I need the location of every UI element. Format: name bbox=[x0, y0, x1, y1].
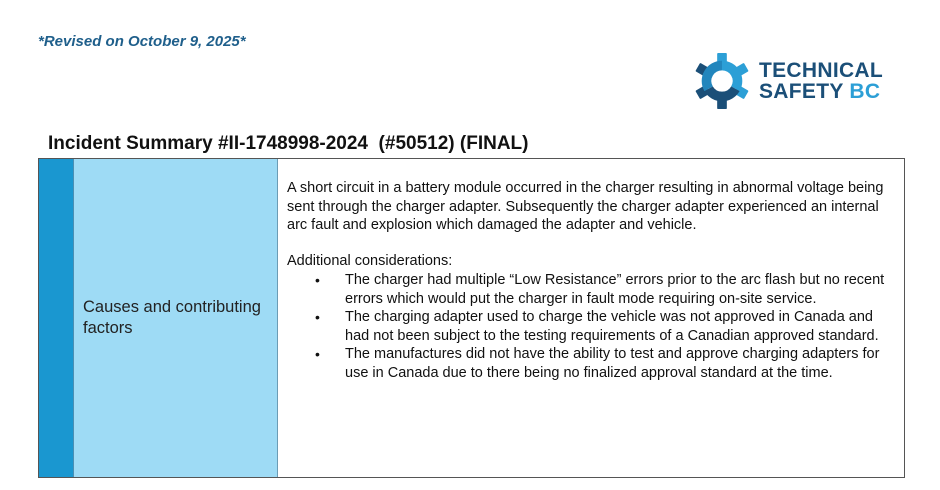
bullet-text: The charging adapter used to charge the vehicle was not approved in Canada and had not been subject to the testing requirements of a Canadian approved standard. bbox=[345, 309, 879, 344]
table-accent-strip bbox=[39, 159, 74, 477]
bullet-icon: • bbox=[315, 272, 320, 288]
logo-word-safety: SAFETY bbox=[759, 80, 850, 103]
list-item bbox=[287, 345, 894, 382]
bullet-icon: • bbox=[315, 309, 320, 325]
row-label: Causes and contributing factors bbox=[83, 298, 261, 337]
revised-note: *Revised on October 9, 2025* bbox=[38, 33, 246, 50]
list-item bbox=[287, 308, 894, 345]
bullet-text: The charger had multiple “Low Resistance” errors prior to the arc flash but no recent errors which would put the charger in fault mode requiring on-site service. bbox=[345, 272, 885, 307]
technical-safety-bc-logo bbox=[693, 52, 883, 110]
incident-table bbox=[38, 158, 905, 478]
logo-word-bc: BC bbox=[849, 80, 881, 103]
list-item bbox=[287, 271, 894, 308]
incident-summary-title: Incident Summary #II-1748998-2024 (#50512) (FINAL) bbox=[48, 133, 529, 154]
gear-icon bbox=[693, 52, 751, 110]
row-label-cell bbox=[74, 159, 278, 477]
logo-line-technical: TECHNICAL bbox=[759, 59, 884, 82]
logo-text bbox=[759, 60, 883, 102]
logo-line-safety-bc bbox=[759, 81, 883, 102]
row-content-cell bbox=[278, 159, 904, 477]
additional-considerations-heading: Additional considerations: bbox=[287, 252, 453, 269]
considerations-list bbox=[287, 271, 894, 382]
bullet-icon: • bbox=[315, 346, 320, 362]
bullet-text: The manufactures did not have the ability to test and approve charging adapters for use in Canada due to there being no finalized approval standard at the time. bbox=[345, 346, 880, 381]
cause-paragraph: A short circuit in a battery module occurred in the charger resulting in abnormal voltage being sent through the charger adapter. Subsequently the charger adapter experienced an internal arc fault and explosion which damaged the adapter and vehicle. bbox=[287, 180, 884, 233]
